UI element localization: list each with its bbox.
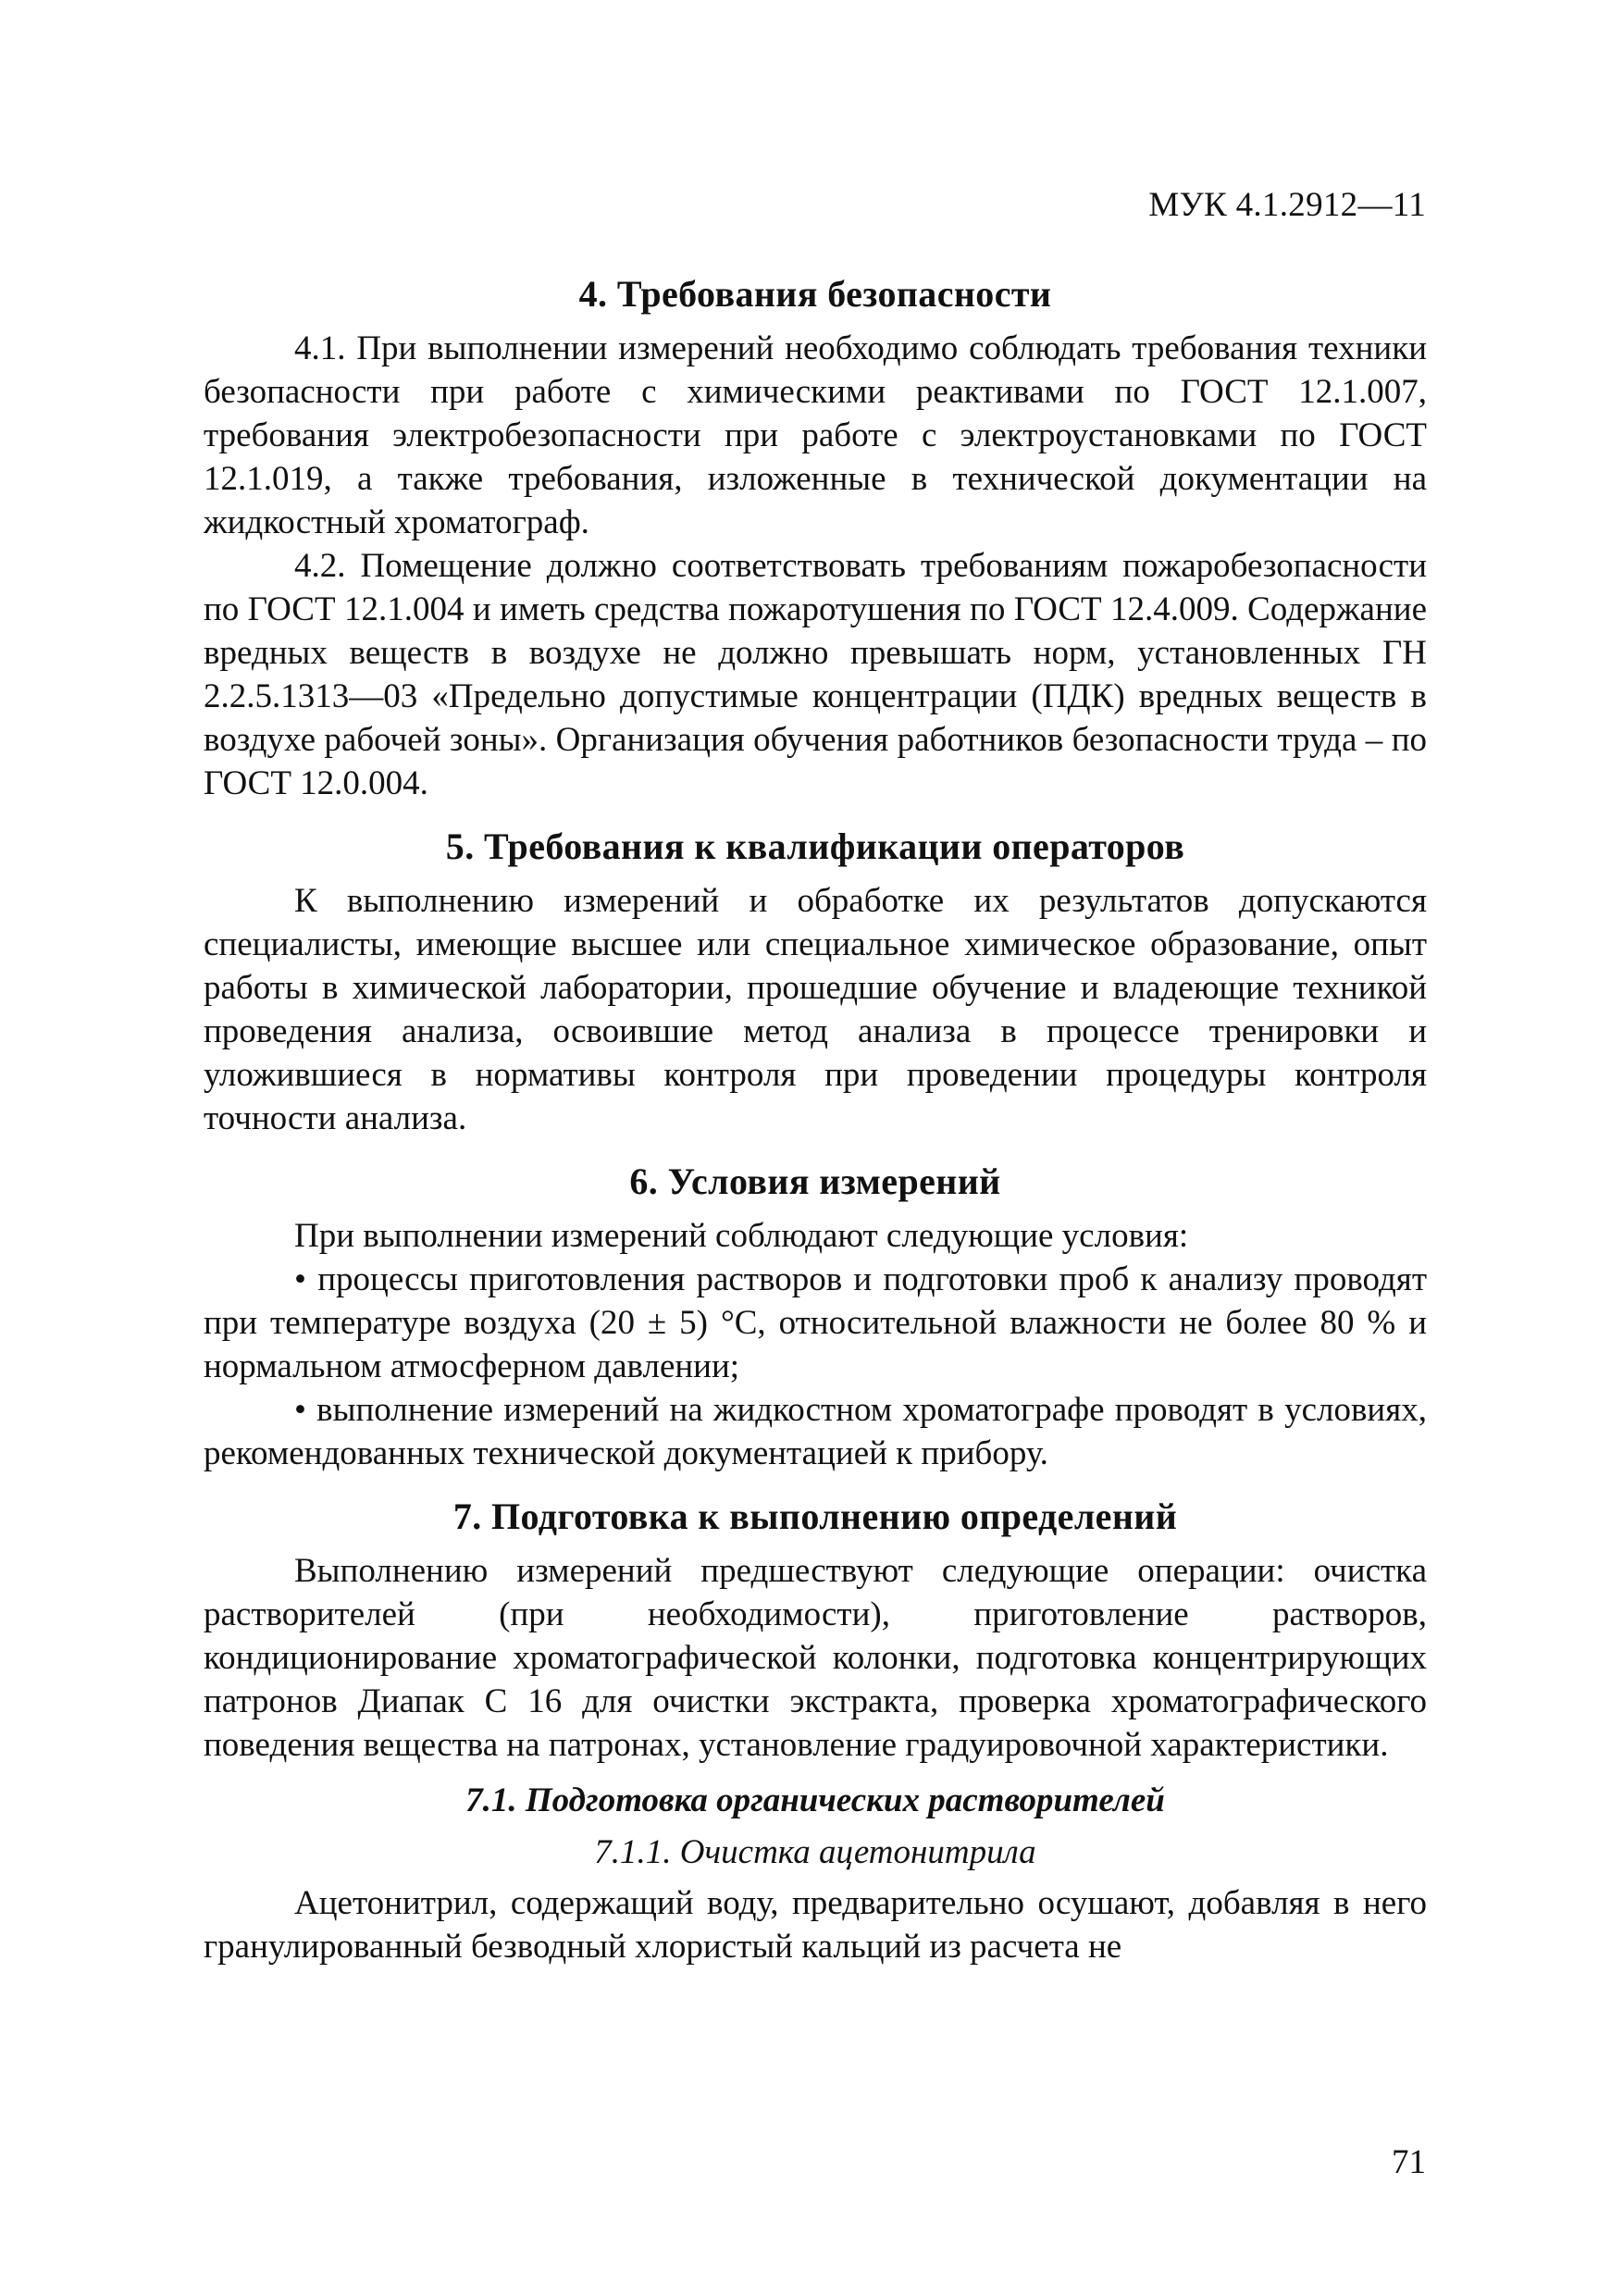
section-6-bullet-2: • выполнение измерений на жидкостном хроматографе проводят в условиях, рекомендованных технической документацией к прибору. — [204, 1391, 1427, 1472]
running-header-doc-code: МУК 4.1.2912—11 — [1148, 186, 1426, 224]
section-4-title: 4. Требования безопасности — [578, 273, 1052, 315]
section-4-paragraph-1: 4.1. При выполнении измерений необходимо соблюдать требования техники безопасности при работе с химическими реактивами по ГОСТ 12.1.007, требования электробезопасности при работе с электроустановками по ГОСТ 12.1.019, а также требования, изложенные в технической документации на жидкостный хроматограф. — [204, 329, 1427, 541]
section-7-paragraph-1: Выполнению измерений предшествуют следующие операции: очистка растворителей (при необходимости), приготовление растворов, кондиционирование хроматографической колонки, подготовка концентрирующих патронов Диапак С 16 для очистки экстракта, проверка хроматографического поведения вещества на патронах, установление градуировочной характеристики. — [204, 1552, 1427, 1764]
section-6-title: 6. Условия измерений — [629, 1160, 1001, 1202]
page-content — [204, 271, 1427, 1968]
section-7-1-1-paragraph-1: Ацетонитрил, содержащий воду, предварительно осушают, добавляя в него гранулированный безводный хлористый кальций из расчета не — [204, 1884, 1427, 1966]
section-5-title: 5. Требования к квалификации операторов — [445, 825, 1185, 867]
section-4-paragraph-2: 4.2. Помещение должно соответствовать требованиям пожаробезопасности по ГОСТ 12.1.004 и иметь средства пожаротушения по ГОСТ 12.4.009. Содержание вредных веществ в воздухе не должно превышать норм, установленных ГН 2.2.5.1313—03 «Предельно допустимые концентрации (ПДК) вредных веществ в воздухе рабочей зоны». Организация обучения работников безопасности труда – по ГОСТ 12.0.004. — [204, 547, 1427, 802]
section-7-1-title: 7.1. Подготовка органических растворителей — [465, 1781, 1165, 1819]
section-7-title: 7. Подготовка к выполнению определений — [452, 1496, 1178, 1537]
section-7-1-1-title: 7.1.1. Очистка ацетонитрила — [594, 1833, 1036, 1871]
page-number: 71 — [1392, 2143, 1426, 2181]
section-6-paragraph-1: При выполнении измерений соблюдают следующие условия: — [294, 1217, 1189, 1255]
section-5-paragraph-1: К выполнению измерений и обработке их результатов допускаются специалисты, имеющие высшее или специальное химическое образование, опыт работы в химической лаборатории, прошедшие обучение и владеющие техникой проведения анализа, освоившие метод анализа в процессе тренировки и уложившиеся в нормативы контроля при проведении процедуры контроля точности анализа. — [204, 882, 1427, 1137]
section-6-bullet-1: • процессы приготовления растворов и подготовки проб к анализу проводят при температуре воздуха (20 ± 5) °С, относительной влажности не более 80 % и нормальном атмосферном давлении; — [204, 1260, 1427, 1385]
